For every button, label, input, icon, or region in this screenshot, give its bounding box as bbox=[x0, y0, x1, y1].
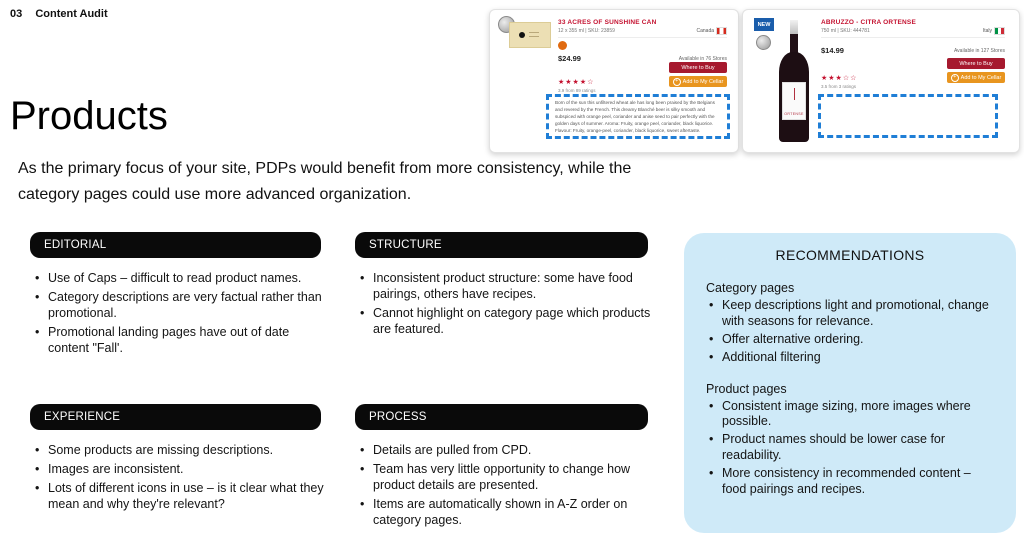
product-card-sunshine-can bbox=[489, 9, 739, 153]
award-medal-icon bbox=[756, 35, 771, 50]
bullet-item: • Offer alternative ordering. bbox=[706, 332, 994, 348]
product-price: $14.99 bbox=[821, 46, 844, 55]
section-header-editorial: EDITORIAL bbox=[30, 232, 321, 258]
country-label: Canada bbox=[696, 28, 714, 34]
recommendations-panel bbox=[684, 233, 1016, 533]
where-to-buy-button[interactable]: Where to Buy bbox=[947, 58, 1005, 69]
bullet-item: • Use of Caps – difficult to read product names. bbox=[32, 271, 329, 287]
bullet-item: • Promotional landing pages have out of date content "Fall'. bbox=[32, 325, 329, 357]
bullet-item: • Some products are missing descriptions. bbox=[32, 443, 335, 459]
bottle-label-text: ORTENSE bbox=[784, 112, 804, 116]
product-country bbox=[696, 27, 727, 35]
bullet-item: • Consistent image sizing, more images where possible. bbox=[706, 399, 994, 431]
section-header-experience: EXPERIENCE bbox=[30, 404, 321, 430]
can-logo-dot bbox=[519, 32, 525, 38]
group-heading: Product pages bbox=[706, 381, 787, 396]
add-circle-icon: + bbox=[951, 74, 959, 82]
product-sku: 12 x 355 ml | SKU: 23859 bbox=[558, 28, 615, 34]
product-sku: 750 ml | SKU: 444781 bbox=[821, 28, 870, 34]
bullet-item: • Lots of different icons in use – is it clear what they mean and why they're relevant? bbox=[32, 481, 335, 513]
bullet-item: • Additional filtering bbox=[706, 350, 994, 366]
experience-bullet-list bbox=[32, 443, 335, 516]
rating-count-text: 3.9 from 89 ratings bbox=[558, 88, 596, 93]
bullet-item: • More consistency in recommended content – food pairings and recipes. bbox=[706, 466, 994, 498]
slide-header bbox=[10, 8, 108, 20]
canada-flag-icon bbox=[716, 27, 727, 35]
section-header-process: PROCESS bbox=[355, 404, 648, 430]
new-badge: NEW bbox=[754, 18, 774, 31]
divider bbox=[558, 37, 727, 38]
can-label-line bbox=[529, 32, 539, 33]
bullet-item: • Cannot highlight on category page which products are featured. bbox=[357, 306, 654, 338]
divider bbox=[821, 37, 1005, 38]
bullet-item: • Product names should be lower case for readability. bbox=[706, 432, 994, 464]
star-rating[interactable]: ★★★☆☆ bbox=[821, 75, 858, 82]
product-name: ABRUZZO - CITRA ORTENSE bbox=[821, 19, 916, 26]
bullet-item: • Inconsistent product structure: some have food pairings, others have recipes. bbox=[357, 271, 654, 303]
recommendations-title: RECOMMENDATIONS bbox=[775, 247, 925, 263]
structure-bullet-list bbox=[357, 271, 654, 341]
rating-count-text: 3.5 from 3 ratings bbox=[821, 84, 857, 89]
process-bullet-list bbox=[357, 443, 654, 531]
section-header-structure: STRUCTURE bbox=[355, 232, 648, 258]
editorial-bullet-list bbox=[32, 271, 329, 359]
can-label-line bbox=[529, 36, 539, 37]
add-to-cellar-label: Add to My Cellar bbox=[960, 74, 1002, 81]
italy-flag-icon bbox=[994, 27, 1005, 35]
bottle-label-art bbox=[794, 88, 795, 100]
product-image-bottle bbox=[777, 20, 811, 142]
country-label: Italy bbox=[982, 28, 992, 34]
category-pages-bullet-list bbox=[706, 298, 994, 366]
product-name: 33 ACRES OF SUNSHINE CAN bbox=[558, 19, 657, 26]
bottle-label bbox=[782, 82, 806, 120]
missing-description-highlight-box bbox=[818, 94, 998, 138]
where-to-buy-button[interactable]: Where to Buy bbox=[669, 62, 727, 73]
group-heading: Category pages bbox=[706, 281, 795, 295]
page-title: Products bbox=[10, 94, 168, 138]
slide-subtitle: As the primary focus of your site, PDPs would benefit from more consistency, while the category pages could use more advanced organization. bbox=[18, 160, 632, 203]
star-rating[interactable]: ★★★★☆ bbox=[558, 79, 595, 86]
bullet-item: • Category descriptions are very factual rather than promotional. bbox=[32, 290, 329, 322]
add-to-cellar-button[interactable] bbox=[947, 72, 1005, 83]
product-description: Born of the sun this unfiltered wheat ale has long been praised by the Belgians and revered by the French. This dreamy Blanché beer is silky smooth and subspiced with orange peel, coriander and anise seed to pair perfectly with the golden days of summer. Aroma: Fruity, orange peel, coriander, black liquorice. Flavour: Fruity, orange-peel, coriander, black liquorice, sweet aftertaste. bbox=[555, 100, 715, 133]
bullet-item: • Details are pulled from CPD. bbox=[357, 443, 654, 459]
add-to-cellar-label: Add to My Cellar bbox=[682, 78, 724, 85]
section-label: Content Audit bbox=[35, 8, 108, 20]
page-number: 03 bbox=[10, 8, 23, 20]
product-country bbox=[983, 27, 1005, 35]
beer-style-badge-icon bbox=[558, 41, 567, 50]
bullet-item: • Team has very little opportunity to change how product details are presented. bbox=[357, 462, 654, 494]
add-circle-icon: + bbox=[673, 78, 681, 86]
bullet-item: • Keep descriptions light and promotional, change with seasons for relevance. bbox=[706, 298, 994, 330]
add-to-cellar-button[interactable] bbox=[669, 76, 727, 87]
product-image-can bbox=[509, 22, 551, 48]
product-card-abruzzo-wine bbox=[742, 9, 1020, 153]
product-price: $24.99 bbox=[558, 54, 581, 63]
bullet-item: • Items are automatically shown in A-Z order on category pages. bbox=[357, 497, 654, 529]
recommendations-group-product bbox=[706, 382, 994, 498]
description-highlight-box bbox=[546, 94, 730, 139]
bottle-foil bbox=[790, 20, 798, 34]
availability-text: Available in 127 Stores bbox=[953, 48, 1005, 54]
availability-text: Available in 76 Stores bbox=[678, 56, 727, 62]
recommendations-group-category bbox=[706, 281, 994, 366]
product-pages-bullet-list bbox=[706, 399, 994, 498]
bullet-item: • Images are inconsistent. bbox=[32, 462, 335, 478]
